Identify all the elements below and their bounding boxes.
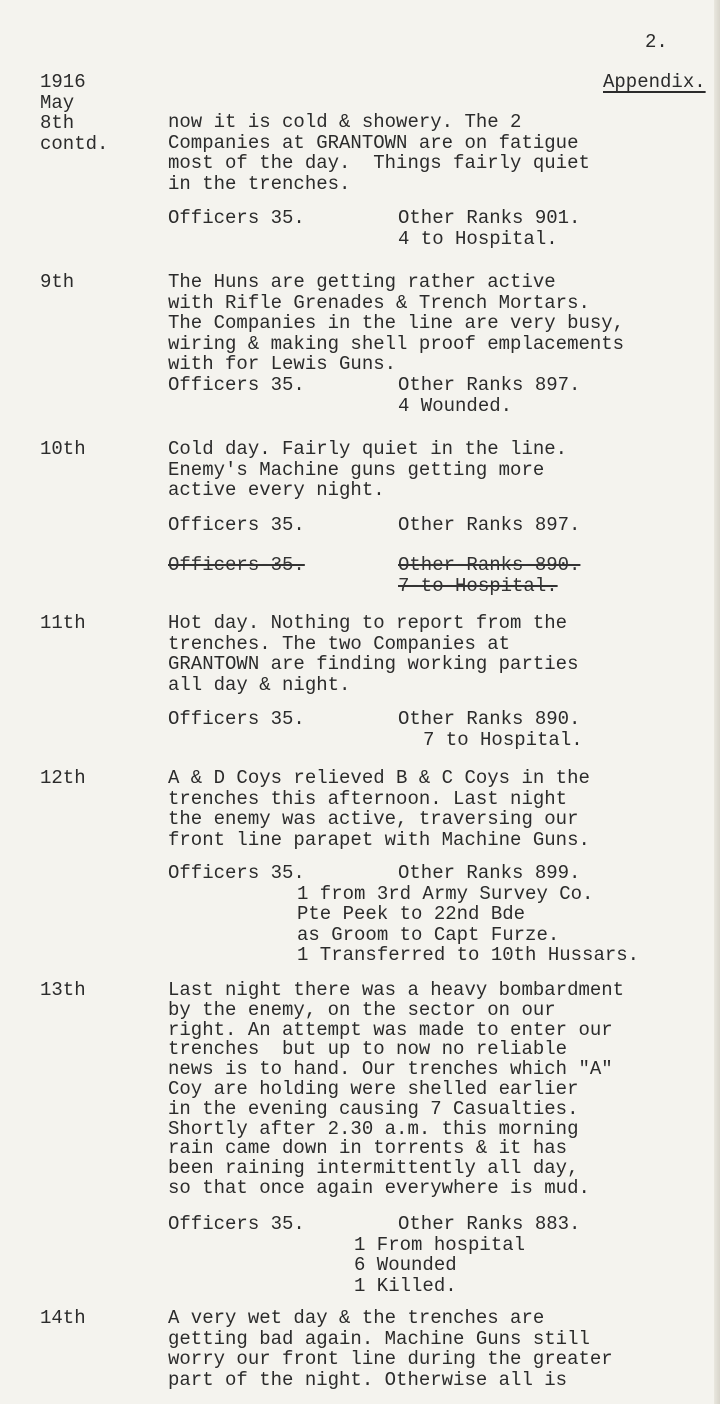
officers-count: Officers 35. — [168, 207, 305, 229]
entry-11th-text — [168, 613, 578, 695]
entry-14th-text — [168, 1308, 613, 1390]
date-contd: contd. — [40, 132, 109, 155]
other-ranks-count: Other Ranks 899. — [398, 862, 581, 884]
text-line: Cold day. Fairly quiet in the line. — [168, 438, 568, 460]
other-ranks — [398, 208, 580, 249]
officers-count: Officers 35. — [168, 374, 305, 396]
strength-notes — [297, 884, 639, 966]
officers-count: Officers 35. — [168, 708, 305, 730]
strength-note: 6 Wounded — [354, 1254, 457, 1276]
text-line: Companies at GRANTOWN are on fatigue — [168, 131, 579, 154]
other-ranks-count: Other Ranks 897. — [398, 514, 581, 536]
text-line: A & D Coys relieved B & C Coys in the — [168, 767, 590, 789]
text-line: A very wet day & the trenches are — [168, 1307, 545, 1329]
text-line: wiring & making shell proof emplacements — [168, 332, 625, 355]
date-14th: 14th — [40, 1307, 86, 1329]
strength-notes — [354, 1235, 525, 1297]
officers-count: Officers 35. — [168, 862, 305, 884]
date-9th: 9th — [40, 271, 75, 293]
other-ranks-count: Other Ranks 883. — [398, 1213, 581, 1235]
date-10th: 10th — [40, 438, 86, 460]
text-line: Shortly after 2.30 a.m. this morning — [168, 1117, 579, 1140]
officers-count: Officers 35. — [168, 1213, 305, 1235]
date-11th: 11th — [40, 612, 86, 634]
strength-note: 4 Wounded. — [398, 394, 513, 417]
text-line: rain came down in torrents & it has — [168, 1137, 568, 1160]
strength-note: 1 from 3rd Army Survey Co. — [297, 882, 594, 905]
struck-officers-count: Officers-35. — [168, 554, 305, 576]
text-line: right. An attempt was made to enter our — [168, 1018, 613, 1041]
struck-other-ranks-count: Other-Ranks-890. — [398, 554, 581, 576]
appendix-label: Appendix. — [603, 71, 706, 93]
month: May — [40, 91, 75, 114]
text-line: with for Lewis Guns. — [168, 353, 397, 375]
text-line: news is to hand. Our trenches which "A" — [168, 1058, 613, 1081]
other-ranks — [398, 375, 580, 416]
entry-9th-text — [168, 272, 624, 375]
strength-note: 1 Killed. — [354, 1274, 457, 1297]
strength-note: 1 Transferred to 10th Hussars. — [297, 944, 640, 966]
text-line: all day & night. — [168, 673, 351, 696]
text-line: GRANTOWN are finding working parties — [168, 653, 579, 675]
text-line: the enemy was active, traversing our — [168, 808, 579, 830]
text-line: front line parapet with Machine Guns. — [168, 828, 590, 851]
text-line: Enemy's Machine guns getting more — [168, 458, 545, 481]
other-ranks-count: Other Ranks 897. — [398, 374, 581, 396]
entry-8th-text — [168, 112, 590, 194]
other-ranks-count: Other Ranks 890. — [398, 708, 581, 730]
text-line: in the trenches. — [168, 172, 351, 195]
text-line: so that once again everywhere is mud. — [168, 1176, 590, 1199]
strength-note: 1 From hospital — [354, 1233, 526, 1256]
text-line: part of the night. Otherwise all is — [168, 1368, 568, 1391]
year: 1916 — [40, 71, 86, 93]
page-number: 2. — [645, 31, 668, 53]
entry-10th-text — [168, 439, 567, 501]
text-line: with Rifle Grenades & Trench Mortars. — [168, 291, 590, 314]
text-line: Coy are holding were shelled earlier — [168, 1077, 579, 1100]
struck-note: 7-to-Hospital. — [398, 574, 558, 597]
text-line: trenches this afternoon. Last night — [168, 787, 568, 810]
text-line: trenches but up to now no reliable — [168, 1038, 568, 1061]
entry-13th-text — [168, 980, 624, 1198]
text-line: by the enemy, on the sector on our — [168, 998, 556, 1021]
other-ranks-count: Other Ranks 901. — [398, 207, 581, 229]
text-line: now it is cold & showery. The 2 — [168, 111, 522, 133]
text-line: trenches. The two Companies at — [168, 632, 511, 655]
strength-note: as Groom to Capt Furze. — [297, 923, 560, 946]
text-line: worry our front line during the greater — [168, 1348, 613, 1370]
struck-other-ranks — [398, 555, 580, 596]
text-line: active every night. — [168, 479, 385, 501]
text-line: been raining intermittently all day, — [168, 1157, 579, 1180]
date-column-header — [40, 72, 108, 154]
date-13th: 13th — [40, 979, 86, 1001]
date-12th: 12th — [40, 767, 86, 789]
text-line: The Huns are getting rather active — [168, 271, 556, 293]
entry-12th-text — [168, 768, 590, 850]
text-line: in the evening causing 7 Casualties. — [168, 1097, 579, 1120]
text-line: The Companies in the line are very busy, — [168, 312, 625, 334]
text-line: Last night there was a heavy bombardment — [168, 979, 625, 1001]
page-edge — [714, 0, 720, 1404]
text-line: getting bad again. Machine Guns still — [168, 1327, 590, 1350]
strength-note: 4 to Hospital. — [398, 227, 558, 250]
strength-note: Pte Peek to 22nd Bde — [297, 903, 526, 925]
text-line: Hot day. Nothing to report from the — [168, 612, 568, 634]
date-8th: 8th — [40, 112, 75, 134]
strength-note: 7 to Hospital. — [423, 729, 583, 751]
text-line: most of the day. Things fairly quiet — [168, 152, 590, 174]
officers-count: Officers 35. — [168, 514, 305, 536]
